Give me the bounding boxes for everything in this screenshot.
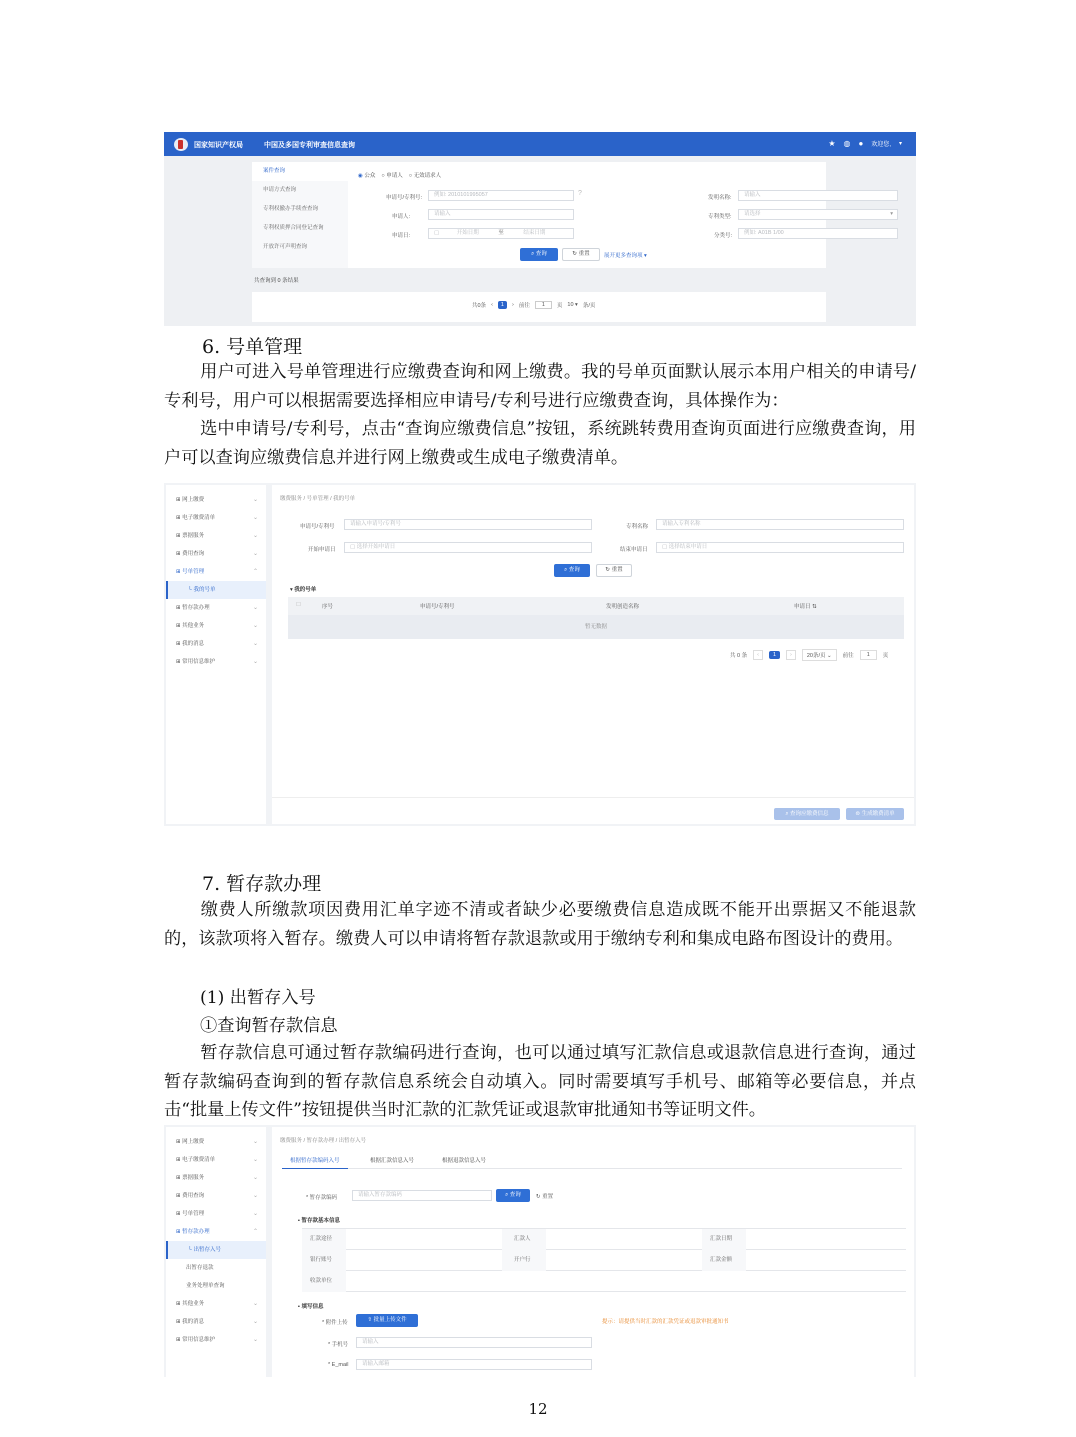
chevron-down-icon[interactable]: ▾ (898, 141, 902, 147)
patent-name-label: 专利名称 (626, 524, 649, 530)
table-header (288, 597, 904, 615)
side-item-case-query[interactable]: 案件查询 (252, 162, 348, 181)
pager-unit: 页 (556, 303, 563, 309)
query-fee-button[interactable]: ⌕ 查询应缴费信息 (774, 808, 840, 820)
tab-by-remittance[interactable]: 根据汇款信息入号 (370, 1158, 415, 1164)
col-date[interactable]: 申请日 ⇅ (794, 604, 817, 610)
grid-label: 汇款途径 (302, 1229, 346, 1250)
star-icon[interactable]: ★ (828, 139, 836, 148)
nav-e-list[interactable]: ⊞ 电子缴费清单 ⌄ (176, 1157, 258, 1163)
pager-unit: 页 (882, 653, 889, 659)
nav-online-payment[interactable]: ⊞ 网上缴费 ⌄ (176, 1139, 258, 1145)
grid-label: 收款单位 (302, 1271, 346, 1292)
pager-goto: 前往 (518, 303, 530, 309)
globe-icon[interactable]: ◍ (843, 139, 851, 148)
nav-common-info[interactable]: ⊞ 常用信息维护 ⌄ (176, 1337, 258, 1343)
query-panel (252, 162, 893, 268)
nav-deposit-in[interactable]: └ 出暂存入号 (166, 1241, 266, 1259)
breadcrumb: 缴费服务 / 号单管理 / 我的号单 (280, 496, 356, 502)
query-sidebar (252, 162, 348, 268)
appno-label: 申请号/专利号: (386, 195, 423, 201)
patent-name-input[interactable]: 请输入专利名称 (656, 519, 904, 530)
pager-current[interactable]: 1 (498, 301, 507, 309)
temp-deposit-screenshot (164, 1125, 916, 1377)
list-icon: ⊜ (855, 811, 861, 817)
search-icon: ⌕ (564, 567, 568, 573)
nav-receipts[interactable]: ⊞ 票据服务 ⌄ (176, 1175, 258, 1181)
ipc-label: 分类号: (714, 233, 733, 239)
upload-icon: ⇧ (367, 1317, 373, 1323)
refresh-icon: ↻ (572, 251, 578, 257)
nav-receipts[interactable]: ⊞ 票据服务 ⌄ (176, 533, 258, 539)
radio-applicant[interactable]: ○ 申请人 (381, 173, 403, 179)
nav-fee-query[interactable]: ⊞ 费用查询 ⌄ (176, 1193, 258, 1199)
section-6-heading: 6. 号单管理 (202, 336, 303, 358)
pager-goto-input[interactable]: 1 (535, 301, 552, 309)
section-fill-info: ▪ 填写信息 (298, 1304, 324, 1310)
reset-button[interactable]: ↻ 重置 (536, 1194, 554, 1200)
side-nav (166, 1127, 266, 1377)
nav-fee-query[interactable]: ⊞ 费用查询 ⌄ (176, 551, 258, 557)
col-title: 发明创造名称 (606, 604, 640, 610)
section-6-paragraph-2: 选中申请号/专利号，点击“查询应缴费信息”按钮，系统跳转费用查询页面进行应缴费查询，用户可以查询应缴费信息并进行网上缴费或生成电子缴费清单。 (164, 419, 916, 468)
section-7-heading: 7. 暂存款办理 (202, 873, 322, 895)
section-7-subheading-2: ①查询暂存款信息 (200, 1016, 338, 1036)
phone-input[interactable]: 请输入 (356, 1337, 592, 1348)
org-name: 国家知识产权局 (194, 142, 243, 149)
page-number: 12 (528, 1400, 548, 1418)
prev-page-icon[interactable]: ‹ (491, 302, 493, 308)
refresh-icon: ↻ (605, 567, 611, 573)
col-index: 序号 (322, 604, 334, 610)
my-numbers-screenshot (164, 483, 916, 826)
nav-business-query[interactable]: 业务处理单查询 (186, 1283, 225, 1289)
pager-goto-input[interactable]: 1 (860, 650, 877, 660)
date-range-input[interactable]: ▢ 开始日期 至 结束日期 (428, 228, 574, 239)
main-content (272, 1127, 914, 1377)
nav-e-list[interactable]: ⊞ 电子缴费清单 ⌄ (176, 515, 258, 521)
section-7-subheading-1: (1) 出暂存入号 (200, 988, 316, 1008)
tab-by-refund[interactable]: 根据退款信息入号 (442, 1158, 487, 1164)
search-button[interactable]: ⌕ 查询 (554, 564, 590, 577)
breadcrumb: 缴费服务 / 暂存款办理 / 出暂存入号 (280, 1138, 367, 1144)
upload-button[interactable]: ⇧ 批量上传文件 (356, 1314, 418, 1327)
nav-messages[interactable]: ⊞ 我的消息 ⌄ (176, 1319, 258, 1325)
tab-by-code[interactable]: 根据暂存款编码入号 (282, 1153, 348, 1169)
pager-current[interactable]: 1 (769, 651, 780, 659)
system-name: 中国及多国专利审查信息查询 (264, 142, 355, 149)
generate-list-button[interactable]: ⊜ 生成缴费清单 (846, 808, 904, 820)
select-all-checkbox[interactable]: ☐ (296, 602, 301, 608)
basic-info-grid (302, 1228, 906, 1291)
appno-label: 申请号/专利号 (300, 524, 335, 530)
prev-page-icon[interactable]: ‹ (753, 650, 763, 660)
appno-input[interactable]: 例如: 2010101995057 (428, 190, 574, 201)
pager-size-select[interactable]: 10 ▾ (567, 302, 578, 308)
side-item-pledge[interactable]: 专利权质押合同登记查询 (263, 225, 324, 231)
next-page-icon[interactable]: › (786, 650, 796, 660)
nav-common-info[interactable]: ⊞ 常用信息维护 ⌄ (176, 659, 258, 665)
next-page-icon[interactable]: › (511, 302, 514, 308)
email-input[interactable]: 请输入邮箱 (356, 1359, 592, 1370)
search-icon: ⌕ (505, 1192, 509, 1198)
nav-other[interactable]: ⊞ 其他业务 ⌄ (176, 623, 258, 629)
side-item-license[interactable]: 开放许可声明查询 (263, 244, 308, 250)
nav-temp-deposit[interactable]: ⊞ 暂存款办理 ⌄ (176, 605, 258, 611)
top-bar (164, 132, 916, 156)
search-icon: ⌕ (531, 251, 535, 257)
section-6-paragraph-1: 用户可进入号单管理进行应缴费查询和网上缴费。我的号单页面默认展示本用户相关的申请号/专利号，用户可以根据需要选择相应申请号/专利号进行应缴费查询，具体操作为： (164, 362, 916, 411)
grid-label: 开户行 (502, 1250, 546, 1271)
side-item-apply-method[interactable]: 申请方式查询 (263, 187, 297, 193)
end-date-input[interactable]: ▢ 选择结束申请日 (656, 542, 904, 553)
start-date-input[interactable]: ▢ 选择开始申请日 (344, 542, 592, 553)
side-nav (166, 485, 266, 824)
side-item-withdraw[interactable]: 专利权撤办手续查查询 (263, 206, 319, 212)
help-icon[interactable]: ? (578, 190, 582, 197)
code-label: * 暂存款编码 (306, 1195, 338, 1201)
end-date-label: 结束申请日 (620, 547, 648, 553)
role-radio-group (358, 171, 441, 179)
grid-label: 银行账号 (302, 1250, 346, 1271)
section-my-numbers: ▾ 我的号单 (290, 587, 317, 593)
nav-other[interactable]: ⊞ 其他业务 ⌄ (176, 1301, 258, 1307)
search-button[interactable]: ⌕ 查询 (520, 248, 558, 261)
type-select[interactable]: 请选择 ▾ (738, 209, 898, 220)
col-appno: 申请号/专利号 (420, 604, 455, 610)
nav-temp-deposit[interactable]: ⊞ 暂存款办理 ⌃ (176, 1229, 258, 1235)
reset-button[interactable]: ↻ 重置 (596, 564, 632, 577)
expand-more-link[interactable]: 展开更多查询项 ▾ (604, 253, 647, 259)
grid-label: 汇款人 (502, 1229, 546, 1250)
title-label: 发明名称: (708, 195, 732, 201)
nav-number-mgmt[interactable]: ⊞ 号单管理 ⌃ (176, 569, 258, 575)
grid-label: 汇款金额 (702, 1250, 746, 1271)
applicant-input[interactable]: 请输入 (428, 209, 574, 220)
title-input[interactable]: 请输入 (738, 190, 898, 201)
nav-deposit-refund[interactable]: 出暂存退款 (186, 1265, 214, 1271)
type-label: 专利类型: (708, 214, 732, 220)
reset-button[interactable]: ↻ 重置 (562, 248, 600, 261)
patent-query-screenshot (164, 132, 916, 326)
pager-goto: 前往 (842, 653, 854, 659)
nav-number-mgmt[interactable]: ⊞ 号单管理 ⌄ (176, 1211, 258, 1217)
applicant-label: 申请人: (392, 214, 411, 220)
welcome-text: 欢迎您, (871, 142, 891, 148)
result-count: 共查询到 0 条结果 (254, 278, 299, 284)
nav-my-numbers[interactable]: └ 我的号单 (166, 581, 266, 599)
pager-total: 共 0 条 (730, 653, 748, 659)
pager-per: 条/页 (582, 303, 596, 309)
radio-invalidator[interactable]: ○ 无效请求人 (408, 173, 442, 179)
pager-size-select[interactable]: 20条/页 ⌄ (802, 649, 837, 661)
grid-label: 汇款日期 (702, 1229, 746, 1250)
code-input[interactable]: 请输入暂存款编码 (352, 1190, 492, 1201)
tab-bar (282, 1153, 902, 1169)
phone-label: * 手机号 (328, 1342, 349, 1348)
section-basic-info: ▪ 暂存款基本信息 (298, 1218, 340, 1224)
start-date-label: 开始申请日 (308, 547, 336, 553)
nav-online-payment[interactable]: ⊞ 网上缴费 ⌄ (176, 497, 258, 503)
radio-public[interactable]: ◉ 公众 (358, 173, 376, 179)
section-7-paragraph-1: 缴费人所缴款项因费用汇单字迹不清或者缺少必要缴费信息造成既不能开出票据又不能退款的，该款项将入暂存。缴费人可以申请将暂存款退款或用于缴纳专利和集成电路布图设计的费用。 (164, 900, 916, 949)
upload-hint: 提示：请提供当时汇款的汇款凭证或退款审批通知书 (602, 1319, 729, 1325)
appno-input[interactable]: 请输入申请号/专利号 (344, 519, 592, 530)
main-content (272, 485, 914, 824)
pagination (730, 649, 888, 661)
section-7-paragraph-2: 暂存款信息可通过暂存款编码进行查询，也可以通过填写汇款信息或退款信息进行查询，通过暂存款编码查询到的暂存款信息系统会自动填入。同时需要填写手机号、邮箱等必要信息，并点击“批量上传文件”按钮提供当时汇款的汇款凭证或退款审批通知书等证明文件。 (164, 1043, 916, 1120)
search-button[interactable]: ⌕ 查询 (496, 1189, 530, 1202)
ipc-input[interactable]: 例如: A01B 1/00 (738, 228, 898, 239)
calendar-icon: ▢ (434, 230, 440, 236)
user-icon[interactable]: ● (858, 139, 864, 148)
pager-total: 共0条 (472, 303, 487, 309)
pagination (252, 292, 826, 322)
nav-messages[interactable]: ⊞ 我的消息 ⌄ (176, 641, 258, 647)
attach-label: * 附件上传 (322, 1320, 348, 1326)
cnipa-logo-icon (174, 138, 188, 151)
email-label: * E_mail (328, 1362, 349, 1368)
table-empty: 暂无数据 (288, 615, 904, 639)
refresh-icon: ↻ (536, 1194, 541, 1200)
search-icon: ⌕ (785, 811, 789, 817)
date-label: 申请日: (392, 233, 411, 239)
